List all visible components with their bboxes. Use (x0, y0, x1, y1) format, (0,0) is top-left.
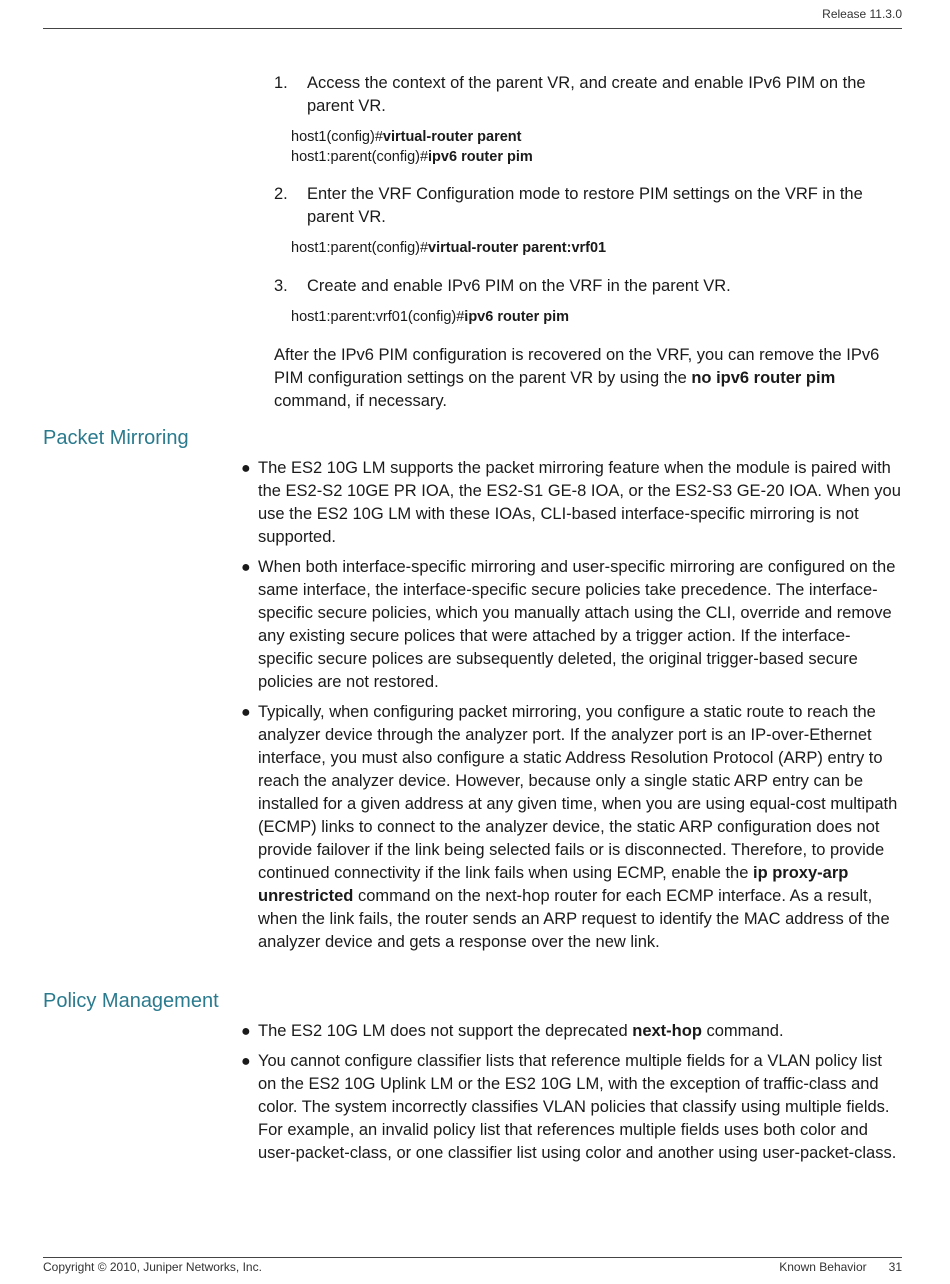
inline-command: ip proxy-arp unrestricted (258, 864, 849, 905)
command-block-3 (291, 307, 569, 327)
command-line: host1:parent:vrf01(config)#ipv6 router pim (291, 309, 570, 325)
bullet-dot-icon: ● (241, 559, 251, 576)
bullet-item: ● The ES2 10G LM supports the packet mirroring feature when the module is paired with the ES2-S2 10GE PR IOA, the ES2-S1 GE-8 IOA, or the ES2-S3 GE-20 IOA. When you use the ES2 10G LM with these IOAs, CLI-based interface-specific mirroring is not supported. (241, 459, 901, 546)
footer-rule (43, 1257, 902, 1258)
footer-copyright: Copyright © 2010, Juniper Networks, Inc. (43, 1260, 262, 1274)
page-header-release: Release 11.3.0 (822, 7, 902, 21)
step-text: Create and enable IPv6 PIM on the VRF in the parent VR. (307, 277, 731, 295)
step-number: 3. (274, 277, 288, 295)
bullet-dot-icon: ● (241, 1053, 251, 1070)
step-text: Access the context of the parent VR, and create and enable IPv6 PIM on the parent VR. (307, 74, 866, 115)
after-paragraph: After the IPv6 PIM configuration is recovered on the VRF, you can remove the IPv6 PIM configuration settings on the parent VR by using the no ipv6 router pim command, if necessary. (274, 346, 880, 410)
inline-command: no ipv6 router pim (691, 369, 836, 387)
inline-command: next-hop (632, 1022, 702, 1040)
bullet-dot-icon: ● (241, 704, 251, 721)
command-block-2 (291, 238, 606, 258)
bullet-dot-icon: ● (241, 1023, 251, 1040)
step-1 (274, 72, 890, 118)
step-2 (274, 183, 890, 229)
page-number: 31 (888, 1260, 902, 1274)
step-number: 2. (274, 185, 288, 203)
bullet-item: ● Typically, when configuring packet mirroring, you configure a static route to reach the analyzer device through the analyzer port. If the analyzer port is an IP-over-Ethernet interface, you must also configure a static Address Resolution Protocol (ARP) entry to reach the analyzer device. However, because only a single static ARP entry can be installed for a given address at any given time, when you are using equal-cost multipath (ECMP) links to connect to the analyzer device, the static ARP configuration does not provide failover if the link being selected fails or is disconnected. Therefore, to provide continued connectivity if the link fails when using ECMP, enable the ip proxy-arp unrestricted command on the next-hop router for each ECMP interface. As a result, when the link fails, the router sends an ARP request to identify the MAC address of the analyzer device and gets a response over the new link. (241, 703, 898, 951)
bullet-item: ● You cannot configure classifier lists that reference multiple fields for a VLAN policy list on the ES2 10G Uplink LM or the ES2 10G LM, with the exception of traffic-class and color. The system incorrectly classifies VLAN policies that classify using multiple fields. For example, an invalid policy list that references multiple fields uses both color and user-packet-class, or one classifier list using color and another using user-packet-class. (241, 1052, 897, 1162)
section-heading-packet-mirroring: Packet Mirroring (43, 427, 189, 449)
bullet-dot-icon: ● (241, 460, 251, 477)
command-block-1 (291, 127, 533, 167)
step-3 (274, 275, 890, 298)
bullet-item: ● The ES2 10G LM does not support the deprecated next-hop command. (258, 1020, 903, 1043)
footer-section-page (779, 1260, 902, 1274)
command-line: host1:parent(config)#virtual-router parent:vrf01 (291, 240, 607, 256)
footer-section: Known Behavior (779, 1260, 867, 1274)
command-line: host1:parent(config)#ipv6 router pim (291, 149, 533, 165)
step-number: 1. (274, 74, 288, 92)
step-text: Enter the VRF Configuration mode to restore PIM settings on the VRF in the parent VR. (307, 185, 863, 226)
bullet-item: ● When both interface-specific mirroring and user-specific mirroring are configured on the same interface, the interface-specific secure policies take precedence. The interface-specific secure policies, which you manually attach using the CLI, override and remove any existing secure polices that were attached by a trigger action. If the interface-specific secure polices are subsequently deleted, the original trigger-based secure policies are not restored. (241, 558, 896, 691)
command-line: host1(config)#virtual-router parent (291, 129, 522, 145)
header-rule (43, 28, 902, 29)
section-heading-policy-management: Policy Management (43, 990, 219, 1012)
